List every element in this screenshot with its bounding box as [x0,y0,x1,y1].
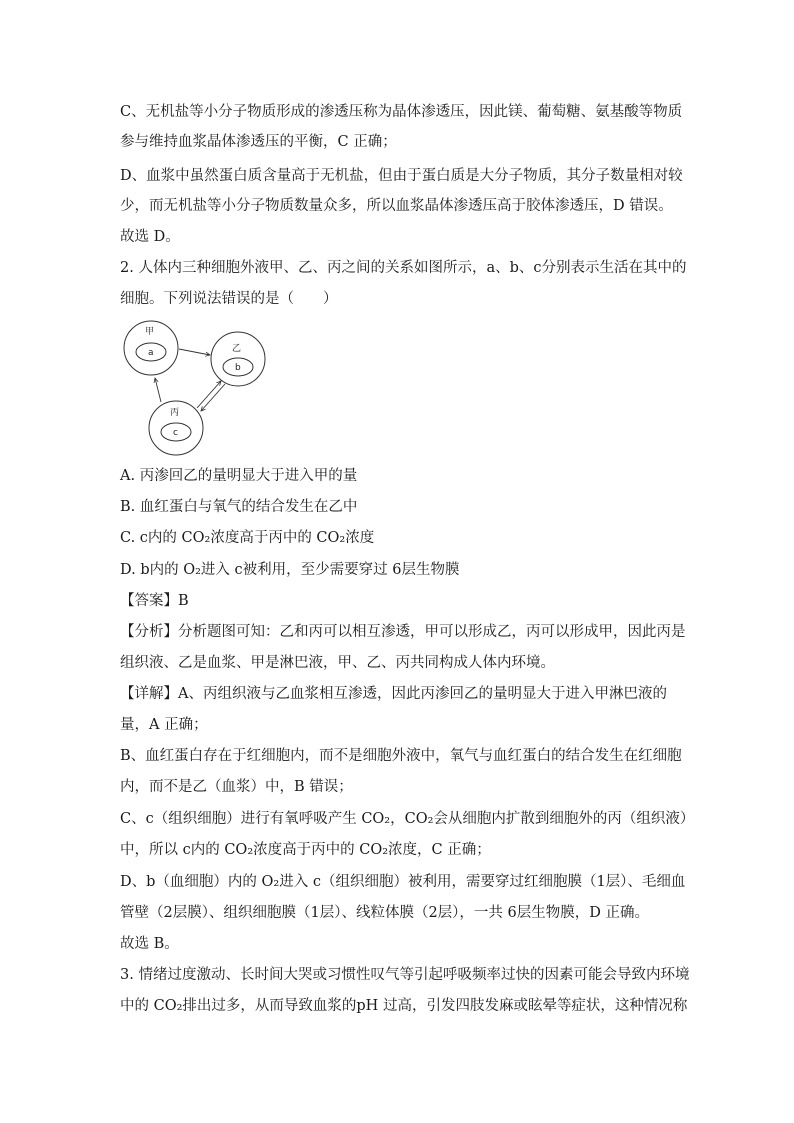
answer-line: 【答案】B [120,593,189,609]
jia-label: 甲 [145,327,155,337]
explanation-line: D、b（血细胞）内的 O₂进入 c（组织细胞）被利用，需要穿过红细胞膜（1层）、毛细血 [120,874,686,890]
cell-a-label: a [148,348,154,358]
conclusion-line: 故选 B。 [120,936,179,952]
text-line: 少，而无机盐等小分子物质数量众多，所以血浆晶体渗透压高于胶体渗透压，D 错误。 [120,198,673,214]
yi-label: 乙 [232,344,242,354]
explanation-line: 内，而不是乙（血浆）中，B 错误； [120,779,353,795]
explanation-line: 量，A 正确； [120,717,208,733]
question-3-stem: 中的 CO₂排出过多，从而导致血浆的pH 过高，引发四肢发麻或眩晕等症状，这种情况称 [120,998,688,1014]
explanation-line: C、c（组织细胞）进行有氧呼吸产生 CO₂，CO₂会从细胞内扩散到细胞外的丙（组织液） [120,811,695,827]
question-2-stem: 2. 人体内三种细胞外液甲、乙、丙之间的关系如图所示，a、b、c分别表示生活在其中的 [120,260,687,276]
explanation-line: B、血红蛋白存在于红细胞内，而不是细胞外液中，氧气与血红蛋白的结合发生在红细胞 [120,748,682,764]
explanation-line: 中，所以 c内的 CO₂浓度高于丙中的 CO₂浓度，C 正确； [120,842,491,858]
text-line: D、血浆中虽然蛋白质含量高于无机盐，但由于蛋白质是大分子物质，其分子数量相对较 [120,168,683,184]
option-a: A. 丙渗回乙的量明显大于进入甲的量 [120,468,358,484]
text-line: 参与维持血浆晶体渗透压的平衡，C 正确； [120,134,397,150]
arrow-yi-to-bing [201,384,225,411]
explanation-line: 管壁（2层膜）、组织细胞膜（1层）、线粒体膜（2层），一共 6层生物膜，D 正确。 [120,905,649,921]
arrow-bing-to-yi [197,381,221,408]
text-line: C、无机盐等小分子物质形成的渗透压称为晶体渗透压，因此镁、葡萄糖、氨基酸等物质 [120,104,683,120]
analysis-line: 组织液、乙是血浆、甲是淋巴液，甲、乙、丙共同构成人体内环境。 [120,655,555,671]
question-3-stem: 3. 情绪过度激动、长时间大哭或习惯性叹气等引起呼吸频率过快的因素可能会导致内环境 [120,967,690,983]
option-c: C. c内的 CO₂浓度高于丙中的 CO₂浓度 [120,530,375,546]
cell-b-label: b [235,363,241,373]
option-d: D. b内的 O₂进入 c被利用，至少需要穿过 6层生物膜 [120,562,460,578]
text-line: 故选 D。 [120,229,180,245]
option-b: B. 血红蛋白与氧气的结合发生在乙中 [120,499,358,515]
question-2-stem: 细胞。下列说法错误的是（ ） [120,291,338,307]
extracellular-fluid-diagram [118,318,278,458]
yi-circle [211,332,265,386]
analysis-line: 【分析】分析题图可知：乙和丙可以相互渗透，甲可以形成乙，丙可以形成甲，因此丙是 [120,624,686,640]
explanation-line: 【详解】A、丙组织液与乙血浆相互渗透，因此丙渗回乙的量明显大于进入甲淋巴液的 [120,686,667,702]
arrow-bing-to-jia [155,378,161,402]
arrow-jia-to-yi [179,349,210,355]
cell-c-label: c [173,428,178,438]
bing-label: 丙 [170,408,180,418]
